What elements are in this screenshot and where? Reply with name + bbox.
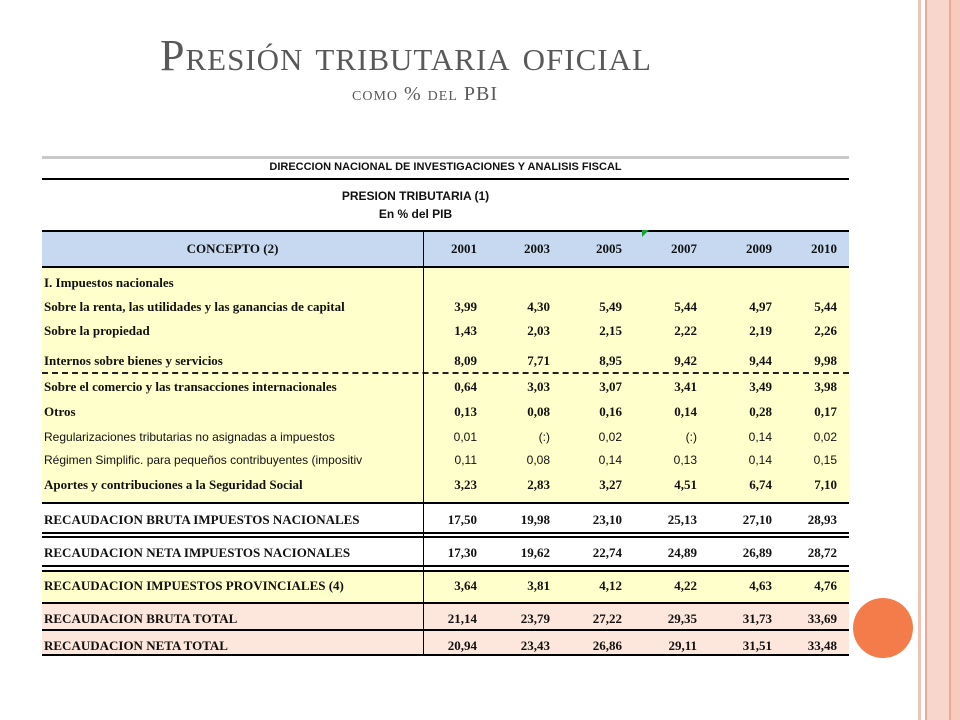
tax-pressure-table: [42, 156, 849, 656]
row-value: 19,98: [520, 512, 550, 527]
row-value: 3,07: [599, 379, 622, 394]
row-value: 23,10: [592, 512, 622, 527]
row-value: 28,72: [807, 545, 837, 560]
row-value: 2,83: [527, 477, 550, 492]
row-value: 28,93: [807, 512, 837, 527]
row-value: 0,01: [453, 430, 477, 444]
row-label: Aportes y contribuciones a la Seguridad Social: [44, 477, 303, 492]
row-rule: [42, 602, 849, 604]
table-row: [42, 450, 849, 472]
row-value: 5,49: [599, 299, 622, 314]
row-rule: [42, 532, 849, 534]
table-row: [42, 401, 849, 423]
row-value: 31,73: [742, 611, 772, 626]
table-caption: [42, 187, 789, 223]
row-value: 3,64: [454, 578, 477, 593]
row-value: 0,13: [673, 453, 697, 467]
row-value: 3,99: [454, 299, 477, 314]
row-label: RECAUDACION BRUTA IMPUESTOS NACIONALES: [44, 512, 360, 527]
row-value: 8,95: [599, 353, 622, 368]
row-value: 29,35: [667, 611, 697, 626]
row-value: 7,71: [527, 353, 550, 368]
cell-comment-marker: [642, 230, 649, 237]
row-value: 0,08: [526, 453, 550, 467]
row-label: Régimen Simplific. para pequeños contribuyentes (impositiv: [44, 453, 363, 467]
row-value: 0,64: [454, 379, 477, 394]
row-value: 22,74: [592, 545, 622, 560]
row-value: 0,14: [598, 453, 622, 467]
row-value: 3,49: [749, 379, 772, 394]
row-value: 0,13: [454, 404, 477, 419]
column-header-year: 2009: [746, 241, 772, 256]
row-value: 27,10: [742, 512, 772, 527]
row-value: 8,09: [454, 353, 477, 368]
row-label: RECAUDACION IMPUESTOS PROVINCIALES (4): [44, 578, 344, 593]
table-top-border: [42, 156, 849, 159]
row-rule: [42, 570, 849, 572]
row-value: 5,44: [674, 299, 697, 314]
row-value: 9,42: [674, 353, 697, 368]
column-header-year: 2007: [671, 241, 697, 256]
header-rule: [42, 178, 849, 180]
row-rule: [42, 654, 849, 656]
row-value: 0,15: [813, 453, 837, 467]
row-rule: [42, 629, 849, 631]
row-value: 26,86: [592, 638, 622, 653]
row-value: 33,48: [807, 638, 837, 653]
row-value: 19,62: [520, 545, 550, 560]
row-value: 0,02: [598, 430, 622, 444]
row-value: 1,43: [454, 323, 477, 338]
row-value: 0,02: [813, 430, 837, 444]
row-value: 9,44: [749, 353, 772, 368]
row-value: 23,79: [520, 611, 550, 626]
row-label: Internos sobre bienes y servicios: [44, 353, 223, 368]
row-value: 23,43: [520, 638, 550, 653]
row-value: 3,03: [527, 379, 550, 394]
column-header-year: 2005: [596, 241, 622, 256]
row-value: 3,98: [814, 379, 837, 394]
slide-title: Presión tributaria oficial: [160, 31, 652, 80]
table-row: [42, 542, 849, 564]
column-divider: [423, 230, 424, 656]
row-label: Sobre el comercio y las transacciones internacionales: [44, 379, 337, 394]
row-label: I. Impuestos nacionales: [44, 275, 174, 290]
row-label: Sobre la propiedad: [44, 323, 150, 338]
row-value: (:): [538, 430, 550, 444]
row-rule: [42, 536, 849, 538]
row-value: 25,13: [667, 512, 697, 527]
agency-header: DIRECCION NACIONAL DE INVESTIGACIONES Y ANALISIS FISCAL: [269, 161, 622, 173]
column-header-year: 2001: [451, 241, 477, 256]
row-value: 0,14: [674, 404, 697, 419]
row-rule: [42, 565, 849, 567]
row-value: 4,30: [527, 299, 550, 314]
row-value: 0,14: [748, 430, 772, 444]
row-value: 0,08: [527, 404, 550, 419]
row-label: Regularizaciones tributarias no asignadas a impuestos: [44, 430, 335, 444]
row-value: 3,23: [454, 477, 477, 492]
column-header-row: [42, 230, 849, 268]
row-value: 0,11: [454, 453, 477, 467]
row-value: 21,14: [447, 611, 477, 626]
row-label: Sobre la renta, las utilidades y las ganancias de capital: [44, 299, 345, 314]
table-row: [42, 509, 849, 531]
column-header-concept: CONCEPTO (2): [186, 241, 279, 256]
row-value: 2,03: [527, 323, 550, 338]
table-row: [42, 427, 849, 449]
row-value: 7,10: [814, 477, 837, 492]
row-value: 5,44: [814, 299, 837, 314]
row-value: 2,19: [749, 323, 772, 338]
row-value: 4,97: [749, 299, 772, 314]
table-row: [42, 575, 849, 597]
row-value: 17,50: [447, 512, 477, 527]
table-row: [42, 296, 849, 318]
table-row: [42, 320, 849, 342]
row-value: 3,81: [527, 578, 550, 593]
row-value: 17,30: [447, 545, 477, 560]
decorative-stripe: [925, 0, 951, 720]
table-row: [42, 474, 849, 496]
row-value: 4,51: [674, 477, 697, 492]
row-value: 20,94: [447, 638, 477, 653]
table-row: [42, 608, 849, 630]
slide-subtitle: como % del PBI: [352, 83, 499, 105]
row-value: (:): [685, 430, 697, 444]
row-label: RECAUDACION NETA TOTAL: [44, 638, 228, 653]
row-value: 4,76: [814, 578, 837, 593]
row-value: 2,15: [599, 323, 622, 338]
row-label: RECAUDACION NETA IMPUESTOS NACIONALES: [44, 545, 351, 560]
column-header-year: 2003: [524, 241, 550, 256]
row-value: 3,41: [674, 379, 697, 394]
row-value: 0,16: [599, 404, 622, 419]
row-value: 0,28: [749, 404, 772, 419]
row-value: 0,14: [748, 453, 772, 467]
row-value: 4,63: [749, 578, 772, 593]
table-row: [42, 376, 849, 398]
row-value: 27,22: [592, 611, 622, 626]
table-row: [42, 350, 849, 372]
row-value: 4,12: [599, 578, 622, 593]
decorative-stripe: [918, 0, 921, 720]
row-value: 3,27: [599, 477, 622, 492]
dashed-divider: [42, 372, 849, 374]
column-header-year: 2010: [811, 241, 837, 256]
decorative-stripe: [951, 0, 960, 720]
row-label: Otros: [44, 404, 76, 419]
row-value: 2,22: [674, 323, 697, 338]
row-rule: [42, 502, 849, 504]
row-value: 24,89: [667, 545, 697, 560]
row-value: 6,74: [749, 477, 772, 492]
caption-units: En % del PIB: [378, 207, 453, 221]
row-value: 33,69: [807, 611, 837, 626]
row-value: 26,89: [742, 545, 772, 560]
table-row: [42, 272, 849, 294]
decorative-circle: [853, 598, 913, 658]
row-value: 2,26: [814, 323, 837, 338]
row-value: 29,11: [668, 638, 697, 653]
row-value: 0,17: [814, 404, 837, 419]
caption-title: PRESION TRIBUTARIA (1): [341, 189, 490, 203]
row-value: 31,51: [742, 638, 772, 653]
row-label: RECAUDACION BRUTA TOTAL: [44, 611, 238, 626]
row-value: 4,22: [674, 578, 697, 593]
row-value: 9,98: [814, 353, 837, 368]
